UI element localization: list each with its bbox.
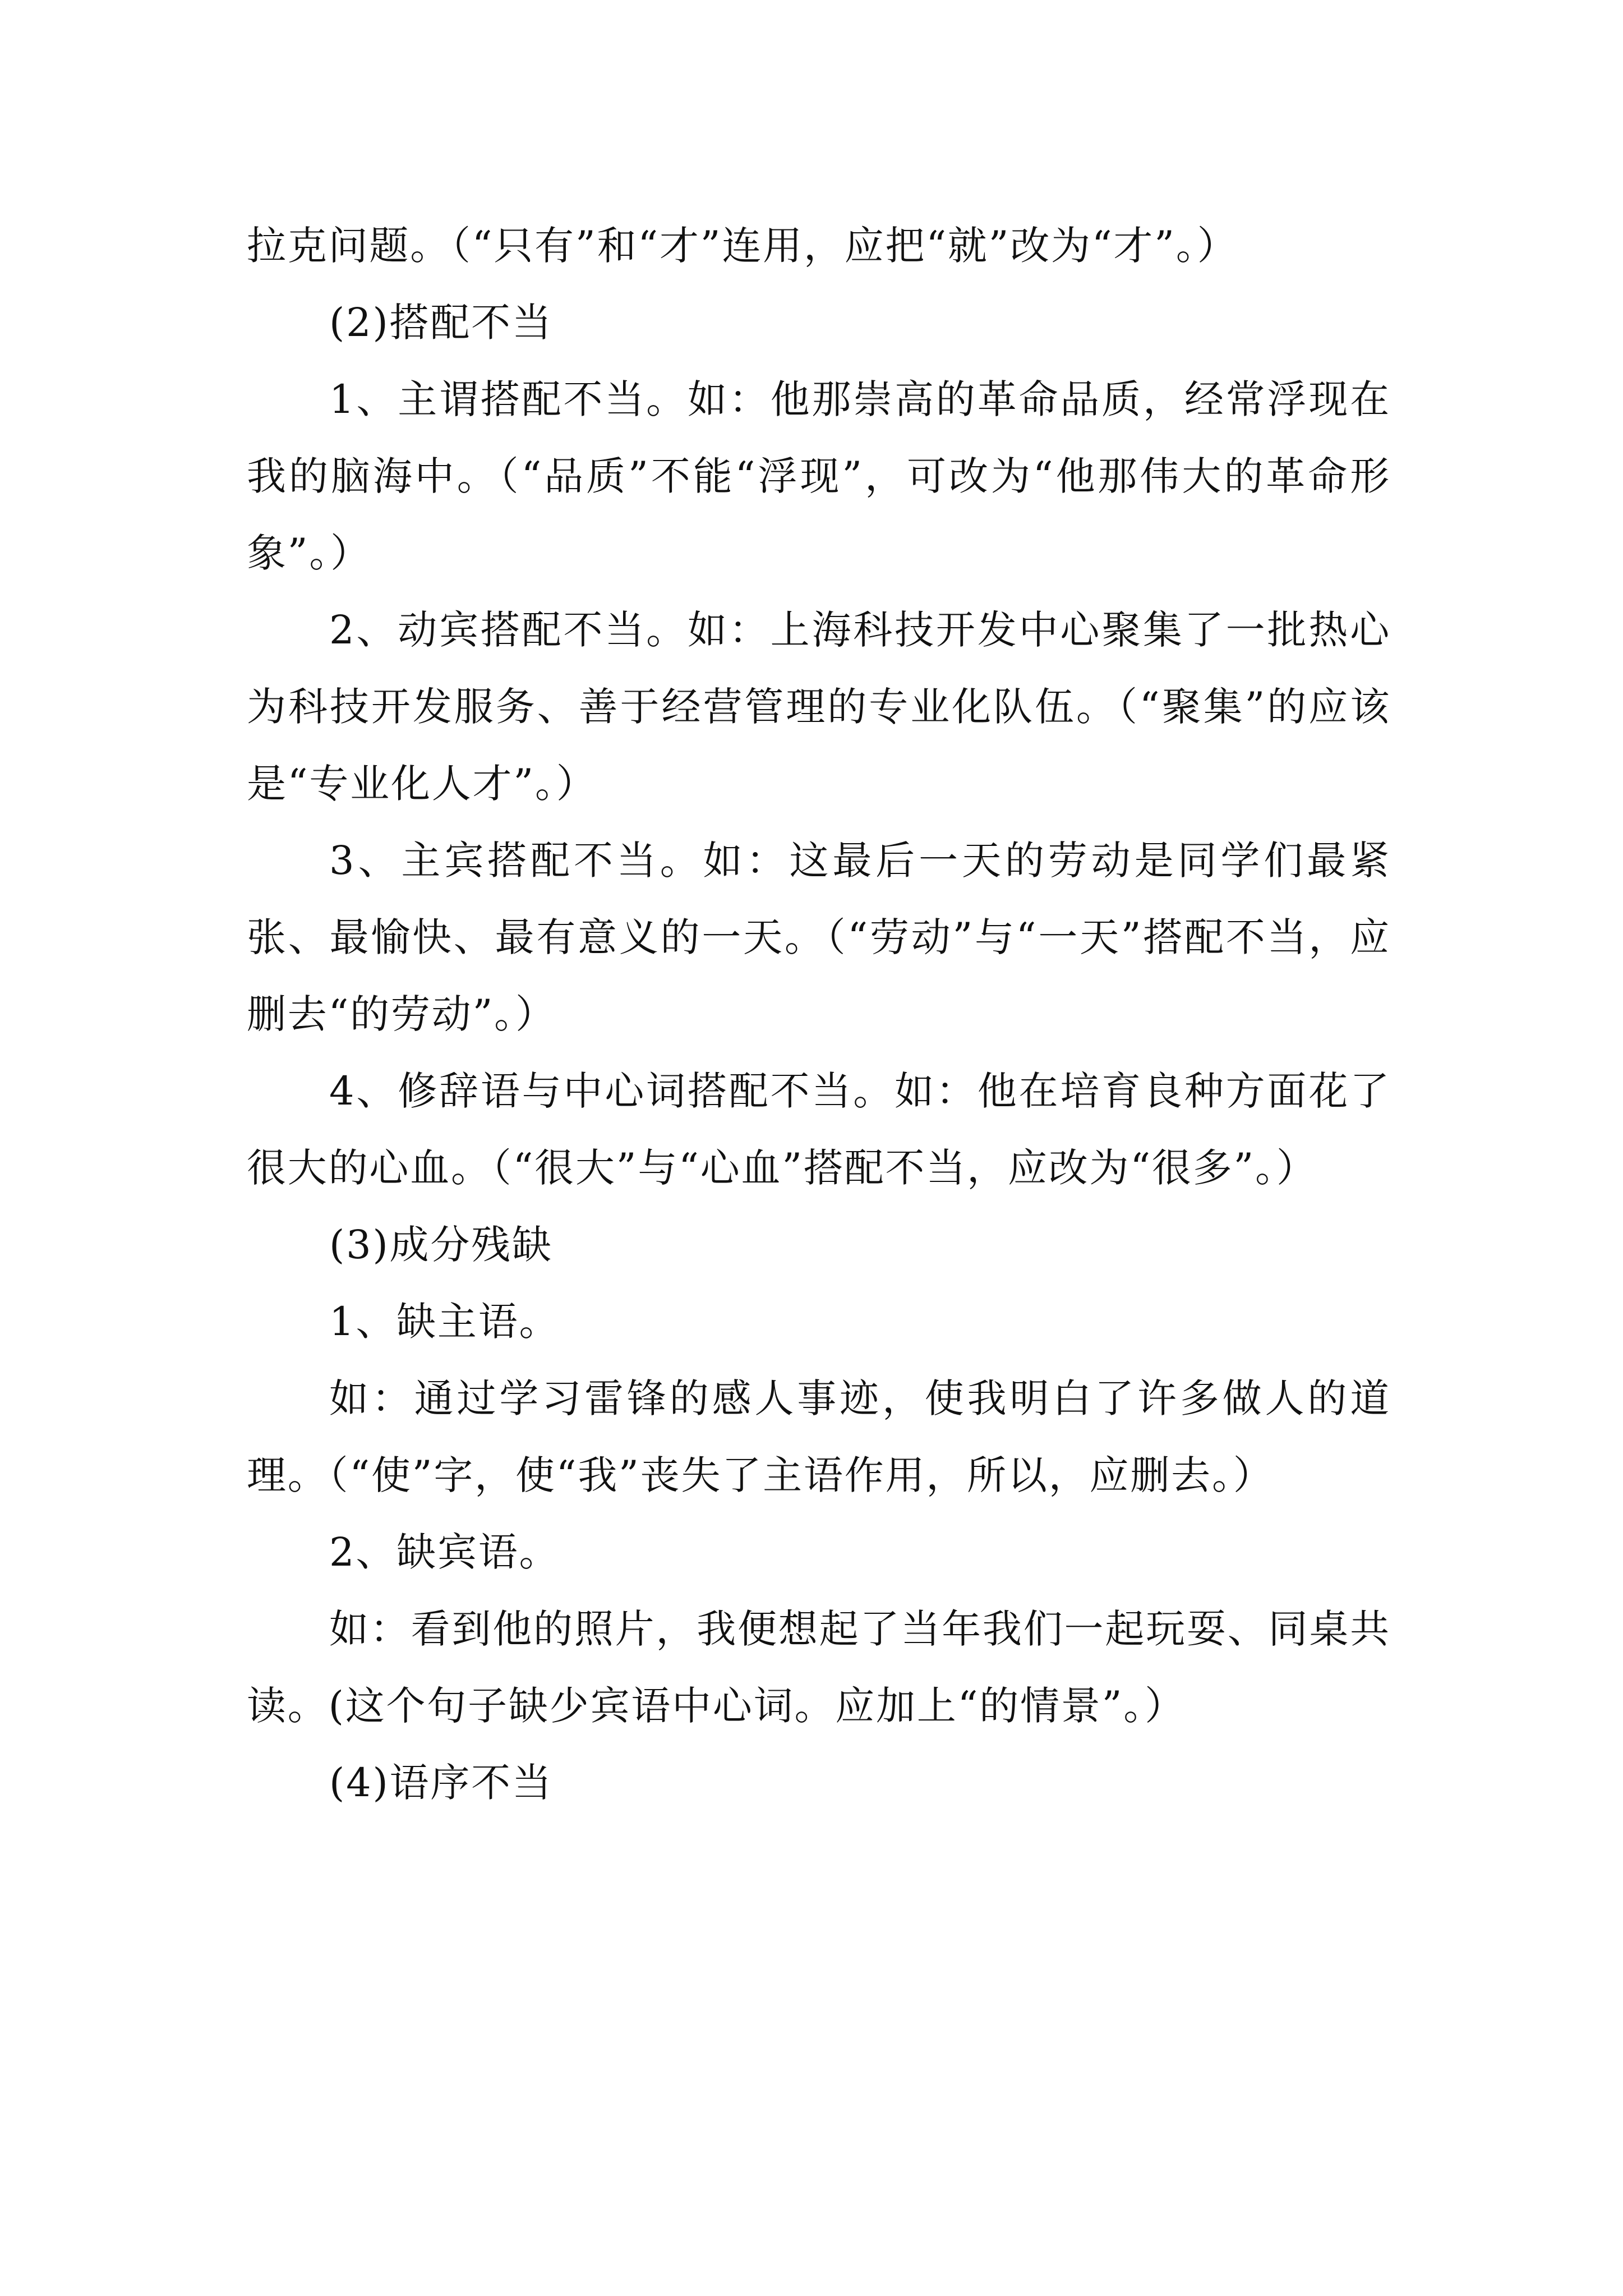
paragraph-modifier-head: 4、修辞语与中心词搭配不当。如：他在培育良种方面花了很大的心血。（“很大”与“心血”搭配不当，应改为“很多”。）: [247, 1068, 1391, 1191]
section-heading-collocation: (2)搭配不当: [329, 300, 553, 346]
paragraph-subject-object: 3、主宾搭配不当。如：这最后一天的劳动是同学们最紧张、最愉快、最有意义的一天。（“劳动”与“一天”搭配不当，应删去“的劳动”。）: [247, 838, 1391, 1037]
paragraph-missing-subject: 1、缺主语。: [329, 1299, 560, 1345]
paragraph-continuation: 拉克问题。（“只有”和“才”连用，应把“就”改为“才”。）: [247, 223, 1238, 269]
paragraph-subject-predicate: 1、主谓搭配不当。如：他那崇高的革命品质，经常浮现在我的脑海中。（“品质”不能“浮现”，可改为“他那伟大的革命形象”。）: [247, 376, 1391, 576]
paragraph-verb-object: 2、动宾搭配不当。如：上海科技开发中心聚集了一批热心为科技开发服务、善于经营管理的专业化队伍。（“聚集”的应该是“专业化人才”。）: [247, 607, 1391, 807]
section-heading-missing-components: (3)成分残缺: [329, 1222, 553, 1268]
section-heading-word-order: (4)语序不当: [329, 1760, 553, 1806]
document-body: [247, 208, 1391, 1821]
paragraph-missing-object: 2、缺宾语。: [329, 1529, 560, 1575]
paragraph-missing-object-example: 如：看到他的照片，我便想起了当年我们一起玩耍、同桌共读。(这个句子缺少宾语中心词。应加上“的情景”。）: [247, 1606, 1391, 1729]
paragraph-missing-subject-example: 如：通过学习雷锋的感人事迹，使我明白了许多做人的道理。（“使”字，使“我”丧失了主语作用，所以，应删去。）: [247, 1375, 1391, 1498]
